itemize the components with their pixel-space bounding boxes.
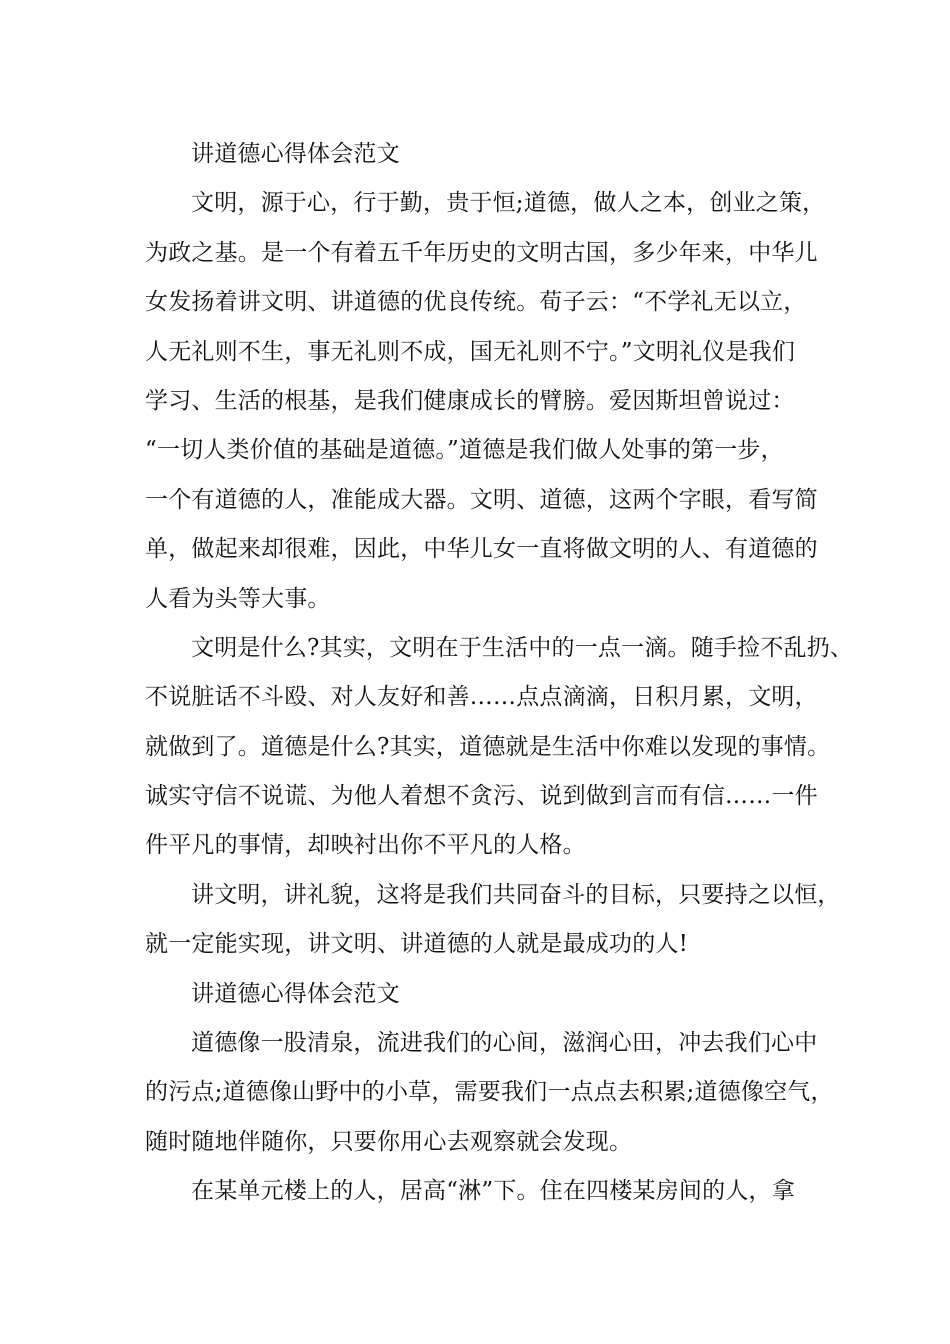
paragraph-line: 就做到了。道德是什么?其实，道德就是生活中你难以发现的事情。	[145, 733, 831, 760]
paragraph-line: 件平凡的事情，却映衬出你不平凡的人格。	[145, 832, 586, 859]
paragraph-line: 文明是什么?其实，文明在于生活中的一点一滴。随手捡不乱扔、	[191, 634, 854, 661]
paragraph-line: 的污点;道德像山野中的小草，需要我们一点点去积累;道德像空气，	[145, 1079, 834, 1106]
paragraph-line: 不说脏话不斗殴、对人友好和善……点点滴滴，日积月累，文明，	[145, 684, 818, 711]
paragraph-line: 学习、生活的根基，是我们健康成长的臂膀。爱因斯坦曾说过：	[145, 387, 795, 414]
paragraph-line: “一切人类价值的基础是道德。”道德是我们做人处事的第一步，	[145, 437, 784, 464]
paragraph-line: 诚实守信不说谎、为他人着想不贪污、说到做到言而有信……一件	[145, 783, 818, 810]
section-title: 讲道德心得体会范文	[191, 980, 400, 1007]
paragraph-line: 随时随地伴随你，只要你用心去观察就会发现。	[145, 1128, 633, 1155]
section-title: 讲道德心得体会范文	[191, 141, 400, 167]
paragraph-line: 文明，源于心，行于勤，贵于恒;道德，做人之本，创业之策，	[191, 190, 826, 217]
paragraph-line: 一个有道德的人，准能成大器。文明、道德，这两个字眼，看写简	[145, 486, 818, 513]
paragraph-line: 人看为头等大事。	[145, 585, 331, 612]
paragraph-line: 讲文明，讲礼貌，这将是我们共同奋斗的目标，只要持之以恒，	[191, 881, 841, 908]
paragraph-line: 就一定能实现，讲文明、讲道德的人就是最成功的人!	[145, 931, 689, 958]
paragraph-line: 道德像一股清泉，流进我们的心间，滋润心田，冲去我们心中	[191, 1030, 818, 1057]
paragraph-line: 女发扬着讲文明、讲道德的优良传统。荀子云：“不学礼无以立，	[145, 289, 807, 316]
document-body	[145, 130, 854, 1217]
paragraph-line: 在某单元楼上的人，居高“淋”下。住在四楼某房间的人，拿	[191, 1178, 795, 1205]
paragraph-line: 为政之基。是一个有着五千年历史的文明古国，多少年来，中华儿	[145, 239, 818, 266]
paragraph-line: 人无礼则不生，事无礼则不成，国无礼则不宁。”文明礼仪是我们	[145, 338, 796, 365]
paragraph-line: 单，做起来却很难，因此，中华儿女一直将做文明的人、有道德的	[145, 536, 818, 563]
